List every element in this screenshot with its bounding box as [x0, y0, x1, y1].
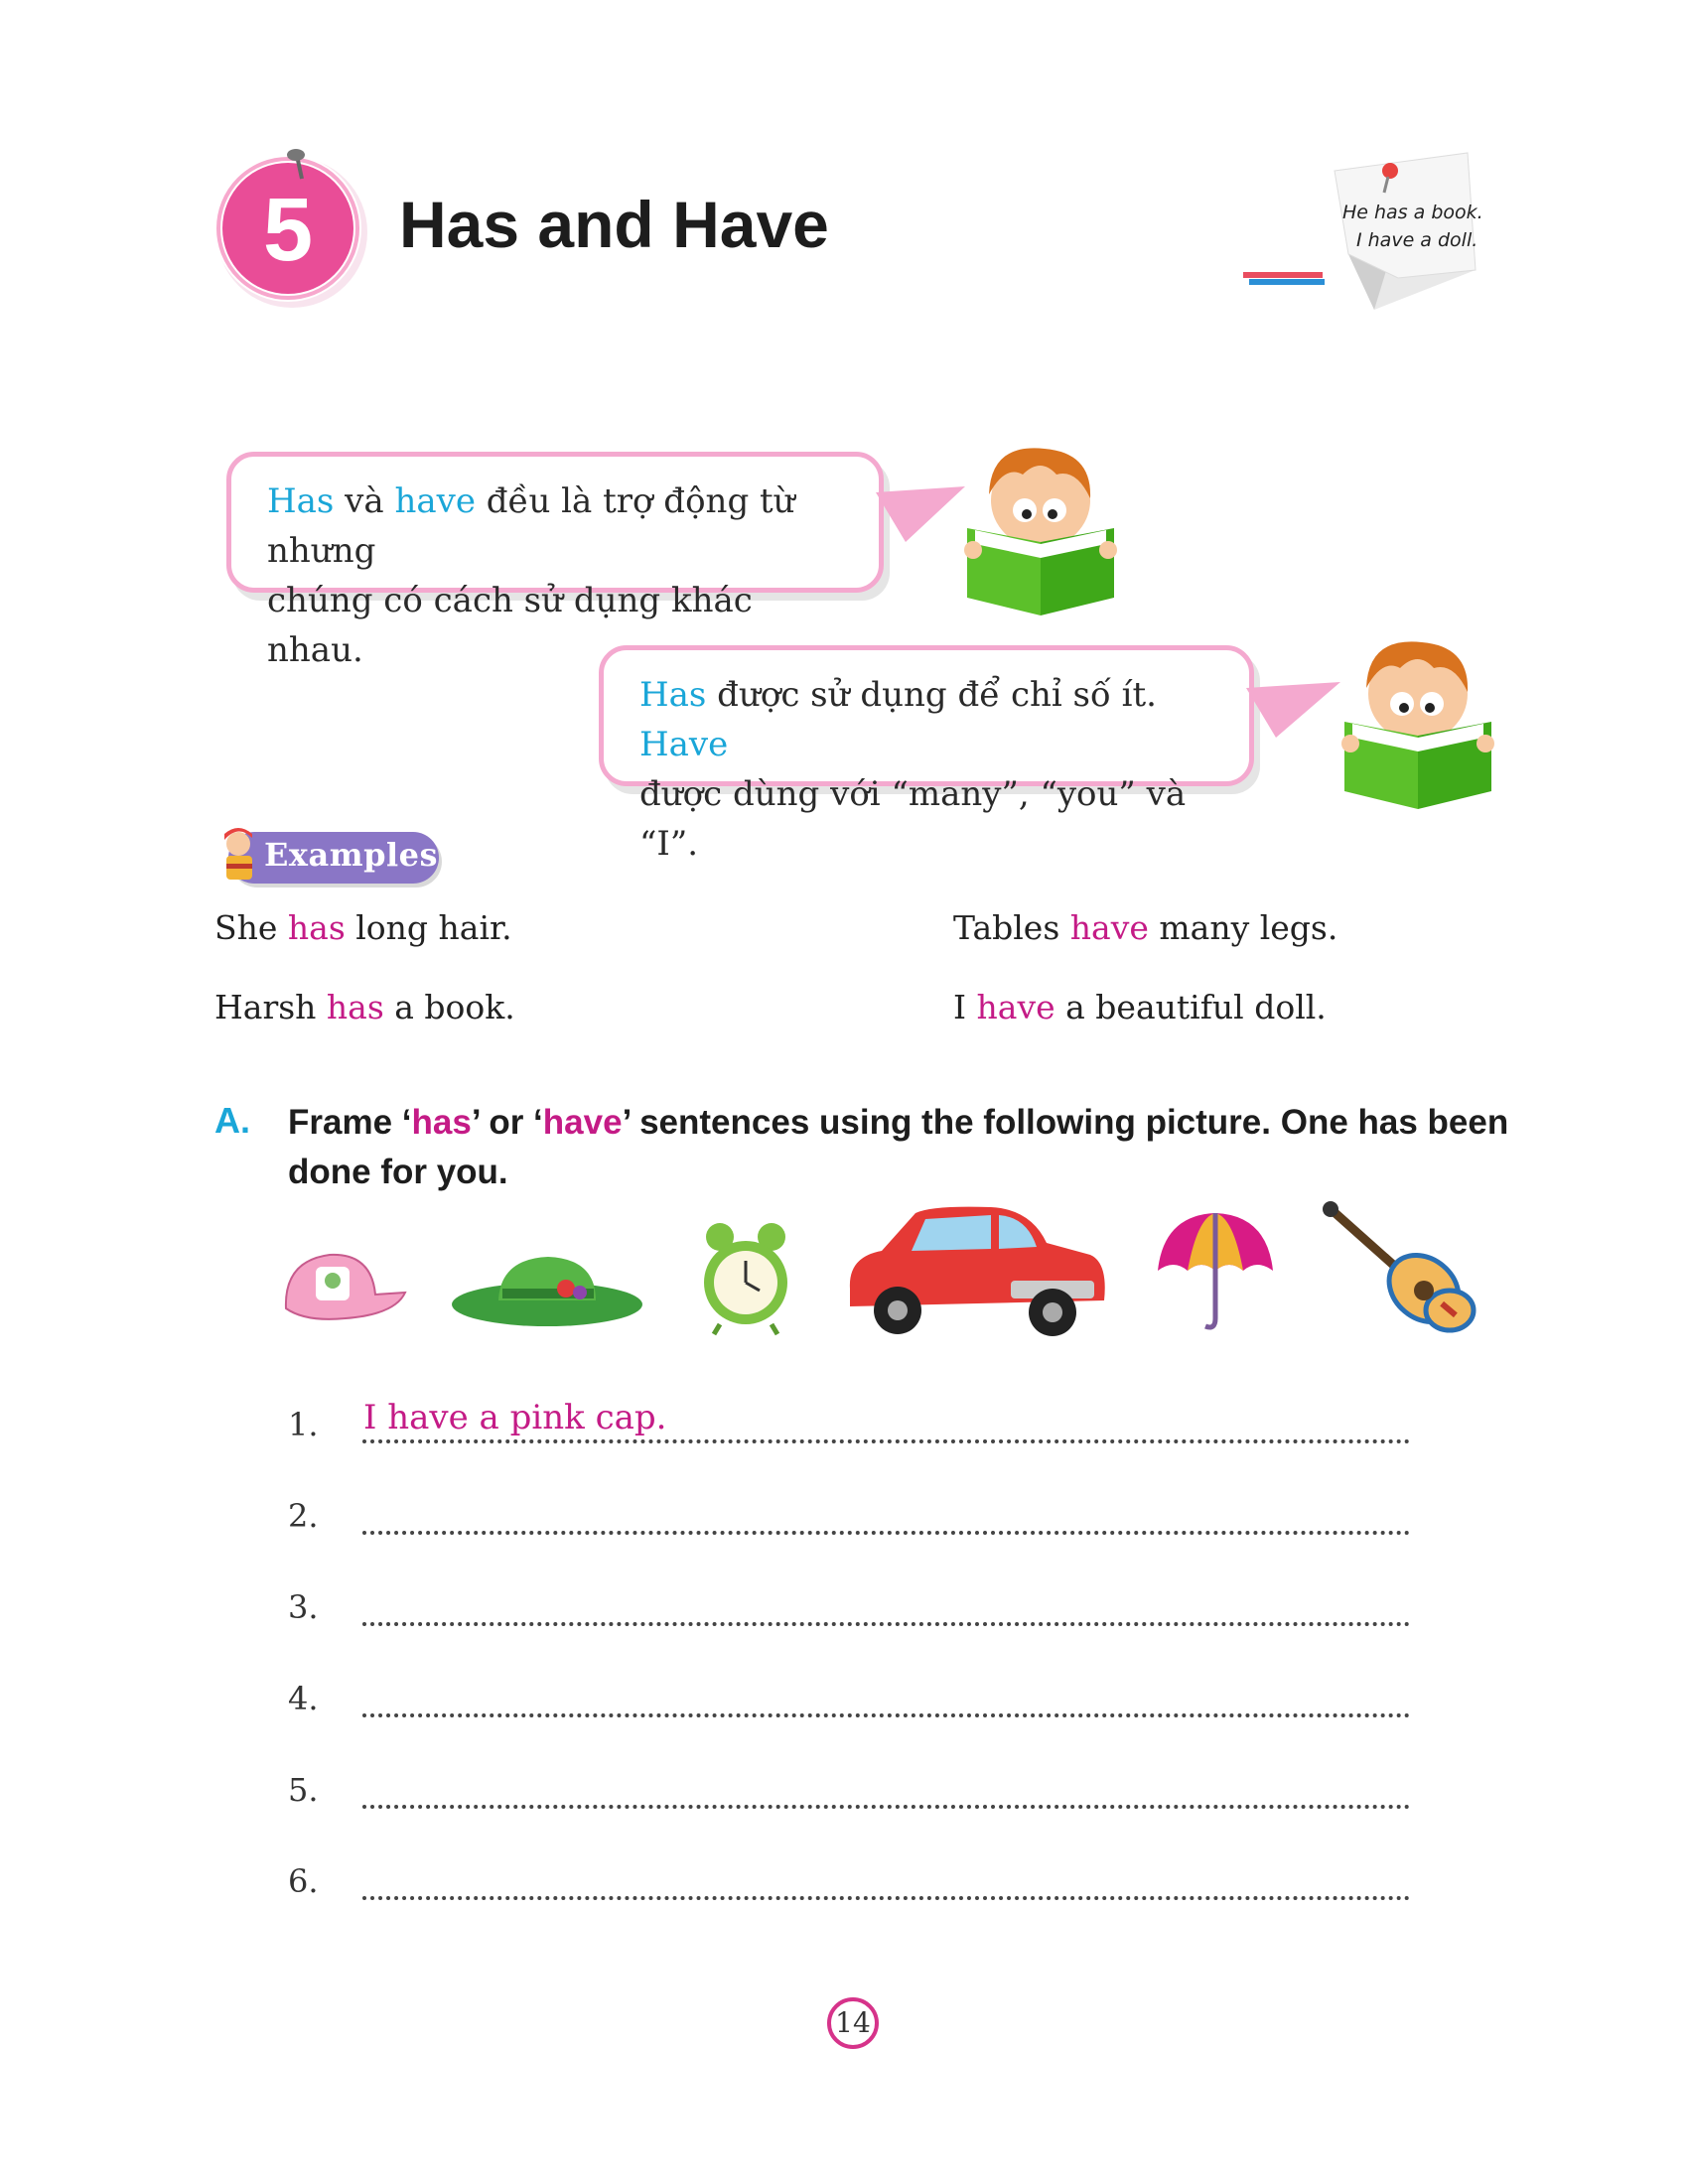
example-sentence: Harsh has a book. [214, 988, 515, 1026]
sample-answer: I have a pink cap. [363, 1398, 667, 1437]
answer-row: 1. I have a pink cap. [288, 1398, 1410, 1457]
answer-blank[interactable] [362, 1439, 1410, 1443]
speech-bubble-tail [1246, 680, 1340, 740]
guitar-icon [1321, 1199, 1477, 1336]
chapter-number-badge [211, 149, 369, 308]
answer-row: 2. [288, 1489, 1410, 1549]
svg-text:He has a book.: He has a book. [1342, 202, 1483, 223]
speech-bubble-tail [876, 484, 965, 544]
examples-label-tag: Examples [214, 824, 443, 887]
answer-row: 6. [288, 1854, 1410, 1914]
page-number: 14 [827, 1997, 879, 2049]
speech-bubble-1: Has và have đều là trợ động từ nhưng chúng có cách sử dụng khác nhau. [226, 452, 884, 593]
answer-row: 5. [288, 1763, 1410, 1823]
answer-row: 4. [288, 1672, 1410, 1731]
answer-blank[interactable] [362, 1896, 1410, 1900]
example-sentence: I have a beautiful doll. [953, 988, 1327, 1026]
child-icon [214, 824, 264, 887]
answer-blank[interactable] [362, 1805, 1410, 1809]
alarm-clock-icon [700, 1219, 791, 1336]
speech-bubble-2: Has được sử dụng để chỉ số ít. Have được dùng với “many”, “you” và “I”. [599, 645, 1254, 786]
sticky-note-illustration [1239, 147, 1487, 316]
cap-icon [276, 1239, 407, 1330]
svg-text:I have a doll.: I have a doll. [1356, 229, 1478, 251]
chapter-title: Has and Have [399, 188, 829, 261]
boy-reading-illustration [1338, 632, 1497, 811]
umbrella-icon [1154, 1207, 1277, 1332]
boy-reading-illustration [961, 439, 1120, 617]
pencils-icon [1243, 272, 1325, 285]
answer-blank[interactable] [362, 1531, 1410, 1535]
example-sentence: Tables have many legs. [953, 908, 1338, 947]
example-sentence: She has long hair. [214, 908, 512, 947]
car-icon [842, 1203, 1110, 1338]
hat-icon [449, 1249, 645, 1330]
svg-text:5: 5 [262, 181, 314, 280]
answer-blank[interactable] [362, 1622, 1410, 1626]
exercise-letter: A. [214, 1100, 250, 1141]
answer-row: 3. [288, 1580, 1410, 1640]
exercise-instruction: Frame ‘has’ or ‘have’ sentences using the following picture. One has been done for you. [288, 1103, 1509, 1191]
answer-blank[interactable] [362, 1713, 1410, 1717]
